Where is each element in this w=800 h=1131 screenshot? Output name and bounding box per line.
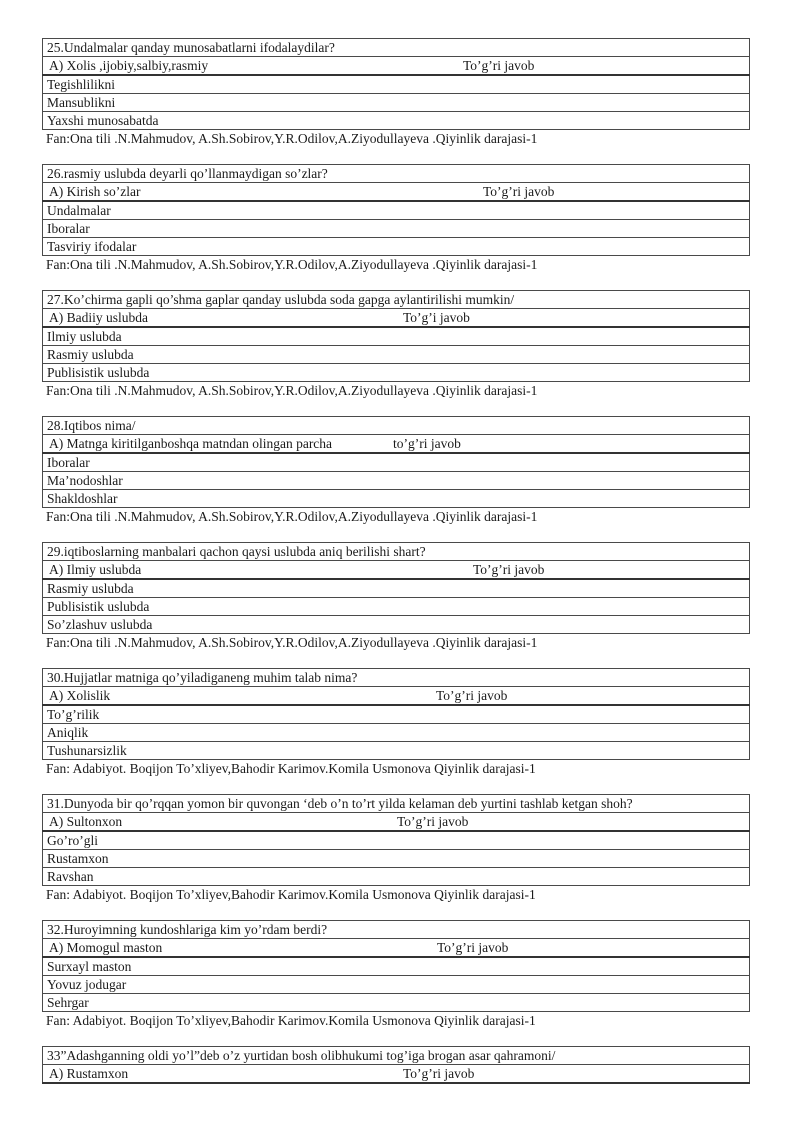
question-block-28 [42, 416, 750, 525]
answer-row [43, 183, 750, 202]
option-text: Rasmiy uslubda [43, 346, 750, 364]
subject-info: Fan: Adabiyot. Boqijon To’xliyev,Bahodir Karimov.Komila Usmonova Qiyinlik darajasi-1 [46, 1013, 536, 1028]
question-table [42, 1046, 750, 1084]
question-block-30 [42, 668, 750, 777]
correct-answer-label: To’g’ri javob [437, 940, 509, 955]
option-text: Ilmiy uslubda [43, 327, 750, 346]
option-text: Shakldoshlar [43, 490, 750, 508]
answer-row [43, 939, 750, 958]
option-text: Rasmiy uslubda [43, 579, 750, 598]
option-text: Publisistik uslubda [43, 364, 750, 382]
option-text: Tasviriy ifodalar [43, 238, 750, 256]
question-text: 29.iqtiboslarning manbalari qachon qaysi uslubda aniq berilishi shart? [43, 543, 750, 561]
question-text: 25.Undalmalar qanday munosabatlarni ifodalaydilar? [43, 39, 750, 57]
option-text: Sehrgar [43, 994, 750, 1012]
option-text: Surxayl maston [43, 957, 750, 976]
question-text: 31.Dunyoda bir qo’rqqan yomon bir quvongan ‘deb o’n to’rt yilda kelaman deb yurtini tashlab ketgan shoh? [43, 795, 750, 813]
question-text: 27.Ko’chirma gapli qo’shma gaplar qanday uslubda soda gapga aylantirilishi mumkin/ [43, 291, 750, 309]
question-block-29 [42, 542, 750, 651]
answer-text: A) Xolis ,ijobiy,salbiy,rasmiy [49, 58, 209, 73]
question-text: 33”Adashganning oldi yo’l”deb o’z yurtidan bosh olibhukumi tog’iga brogan asar qahramoni/ [43, 1047, 750, 1065]
option-text: Publisistik uslubda [43, 598, 750, 616]
correct-answer-label: To’g’i javob [403, 310, 470, 325]
option-text: Yovuz jodugar [43, 976, 750, 994]
question-text: 32.Huroyimning kundoshlariga kim yo’rdam berdi? [43, 921, 750, 939]
option-text: Go’ro’gli [43, 831, 750, 850]
option-text: Ravshan [43, 868, 750, 886]
answer-row [43, 687, 750, 706]
correct-answer-label: To’g’ri javob [463, 58, 535, 73]
document-page [42, 38, 750, 1101]
option-text: Ma’nodoshlar [43, 472, 750, 490]
answer-row [43, 57, 750, 76]
subject-info: Fan:Ona tili .N.Mahmudov, A.Sh.Sobirov,Y.R.Odilov,A.Ziyodullayeva .Qiyinlik darajasi-1 [46, 635, 538, 650]
question-block-26 [42, 164, 750, 273]
correct-answer-label: To’g’ri javob [436, 688, 508, 703]
option-text: Aniqlik [43, 724, 750, 742]
answer-row [43, 561, 750, 580]
option-text: Rustamxon [43, 850, 750, 868]
answer-text: A) Momogul maston [49, 940, 163, 955]
correct-answer-label: to’g’ri javob [393, 436, 461, 451]
question-table [42, 668, 750, 760]
option-text: Iboralar [43, 453, 750, 472]
answer-row [43, 309, 750, 328]
correct-answer-label: To’g’ri javob [483, 184, 555, 199]
question-table [42, 290, 750, 382]
answer-text: A) Ilmiy uslubda [49, 562, 142, 577]
subject-info: Fan: Adabiyot. Boqijon To’xliyev,Bahodir Karimov.Komila Usmonova Qiyinlik darajasi-1 [46, 887, 536, 902]
option-text: Iboralar [43, 220, 750, 238]
question-block-25 [42, 38, 750, 147]
correct-answer-label: To’g’ri javob [403, 1066, 475, 1081]
option-text: Tushunarsizlik [43, 742, 750, 760]
question-block-32 [42, 920, 750, 1029]
answer-text: A) Xolislik [49, 688, 111, 703]
answer-row [43, 1065, 750, 1084]
question-table [42, 794, 750, 886]
question-block-33 [42, 1046, 750, 1084]
question-table [42, 38, 750, 130]
question-text: 30.Hujjatlar matniga qo’yiladiganeng muhim talab nima? [43, 669, 750, 687]
subject-info: Fan:Ona tili .N.Mahmudov, A.Sh.Sobirov,Y.R.Odilov,A.Ziyodullayeva .Qiyinlik darajasi-1 [46, 257, 538, 272]
question-block-27 [42, 290, 750, 399]
answer-text: A) Sultonxon [49, 814, 123, 829]
question-table [42, 164, 750, 256]
option-text: Undalmalar [43, 201, 750, 220]
question-table [42, 416, 750, 508]
subject-info: Fan: Adabiyot. Boqijon To’xliyev,Bahodir Karimov.Komila Usmonova Qiyinlik darajasi-1 [46, 761, 536, 776]
answer-text: A) Kirish so’zlar [49, 184, 141, 199]
question-block-31 [42, 794, 750, 903]
answer-text: A) Badiiy uslubda [49, 310, 148, 325]
question-table [42, 542, 750, 634]
answer-text: A) Rustamxon [49, 1066, 129, 1081]
option-text: Yaxshi munosabatda [43, 112, 750, 130]
question-text: 28.Iqtibos nima/ [43, 417, 750, 435]
option-text: Tegishlilikni [43, 75, 750, 94]
option-text: To’g’rilik [43, 705, 750, 724]
option-text: So’zlashuv uslubda [43, 616, 750, 634]
subject-info: Fan:Ona tili .N.Mahmudov, A.Sh.Sobirov,Y.R.Odilov,A.Ziyodullayeva .Qiyinlik darajasi-1 [46, 383, 538, 398]
answer-row [43, 813, 750, 832]
question-text: 26.rasmiy uslubda deyarli qo’llanmaydigan so’zlar? [43, 165, 750, 183]
answer-text: A) Matnga kiritilganboshqa matndan olingan parcha [49, 436, 333, 451]
option-text: Mansublikni [43, 94, 750, 112]
subject-info: Fan:Ona tili .N.Mahmudov, A.Sh.Sobirov,Y.R.Odilov,A.Ziyodullayeva .Qiyinlik darajasi-1 [46, 131, 538, 146]
correct-answer-label: To’g’ri javob [473, 562, 545, 577]
answer-row [43, 435, 750, 454]
subject-info: Fan:Ona tili .N.Mahmudov, A.Sh.Sobirov,Y.R.Odilov,A.Ziyodullayeva .Qiyinlik darajasi-1 [46, 509, 538, 524]
question-table [42, 920, 750, 1012]
correct-answer-label: To’g’ri javob [397, 814, 469, 829]
